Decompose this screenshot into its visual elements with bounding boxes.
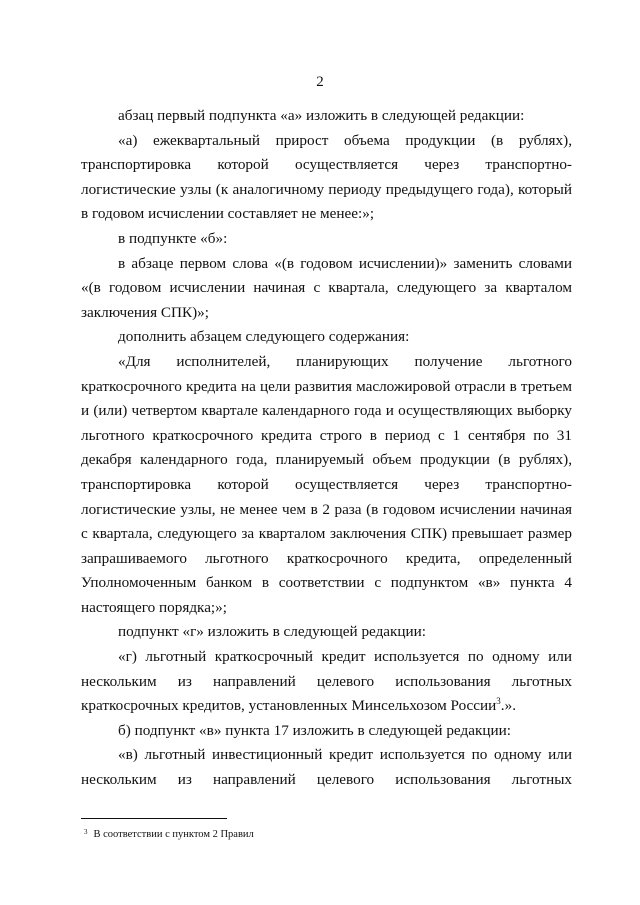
paragraph-9: б) подпункт «в» пункта 17 изложить в следующей редакции: xyxy=(118,721,511,739)
page-number: 2 xyxy=(316,74,324,90)
footnote-reference: 3 xyxy=(496,696,501,707)
paragraph-3: в подпункте «б»: xyxy=(118,229,228,247)
paragraph-4: в абзаце первом слова «(в годовом исчислении)» заменить словами «(в годовом исчислении начиная с квартала, следующего за кварталом заключения СПК)»; xyxy=(81,254,572,321)
paragraph-7: подпункт «г» изложить в следующей редакции: xyxy=(118,623,427,641)
paragraph-8 xyxy=(81,645,572,719)
paragraph-8-tail: .». xyxy=(500,697,516,715)
footnote-text: В соответствии с пунктом 2 Правил xyxy=(93,829,254,840)
paragraph-8-text: «г) льготный краткосрочный кредит используется по одному или нескольким из направлений целевого использования льготных краткосрочных кредитов, установленных Минсельхозом России xyxy=(81,648,572,715)
footnote-mark: 3 xyxy=(84,828,88,836)
paragraph-1: абзац первый подпункта «а» изложить в следующей редакции: xyxy=(118,107,525,124)
paragraph-6: «Для исполнителей, планирующих получение льготного краткосрочного кредита на цели развития масложировой отрасли в третьем и (или) четвертом квартале календарного года и осуществляющих выборку льготного краткосрочного кредита строго в период с 1 сентября по 31 декабря календарного года, планируемый объем продукции (в рублях), транспортировка которой осуществляется через транспортно-логистические узлы, не менее чем в 2 раза (в годовом исчислении начиная с квартала, следующего за кварталом заключения СПК) превышает размер запрашиваемого льготного краткосрочного кредита, определенный Уполномоченным банком в соответствии с подпунктом «в» пункта 4 настоящего порядка;»; xyxy=(81,352,572,616)
paragraph-5: дополнить абзацем следующего содержания: xyxy=(118,328,410,346)
footnote-divider xyxy=(81,818,227,819)
paragraph-10: «в) льготный инвестиционный кредит используется по одному или нескольким из направлений целевого использования льготных xyxy=(81,746,572,789)
footnote xyxy=(84,826,254,841)
document-body xyxy=(81,104,572,793)
paragraph-2: «а) ежеквартальный прирост объема продукции (в рублях), транспортировка которой осуществляется через транспортно-логистические узлы (к аналогичному периоду предыдущего года), который в годовом исчислении составляет не менее:»; xyxy=(81,131,572,223)
